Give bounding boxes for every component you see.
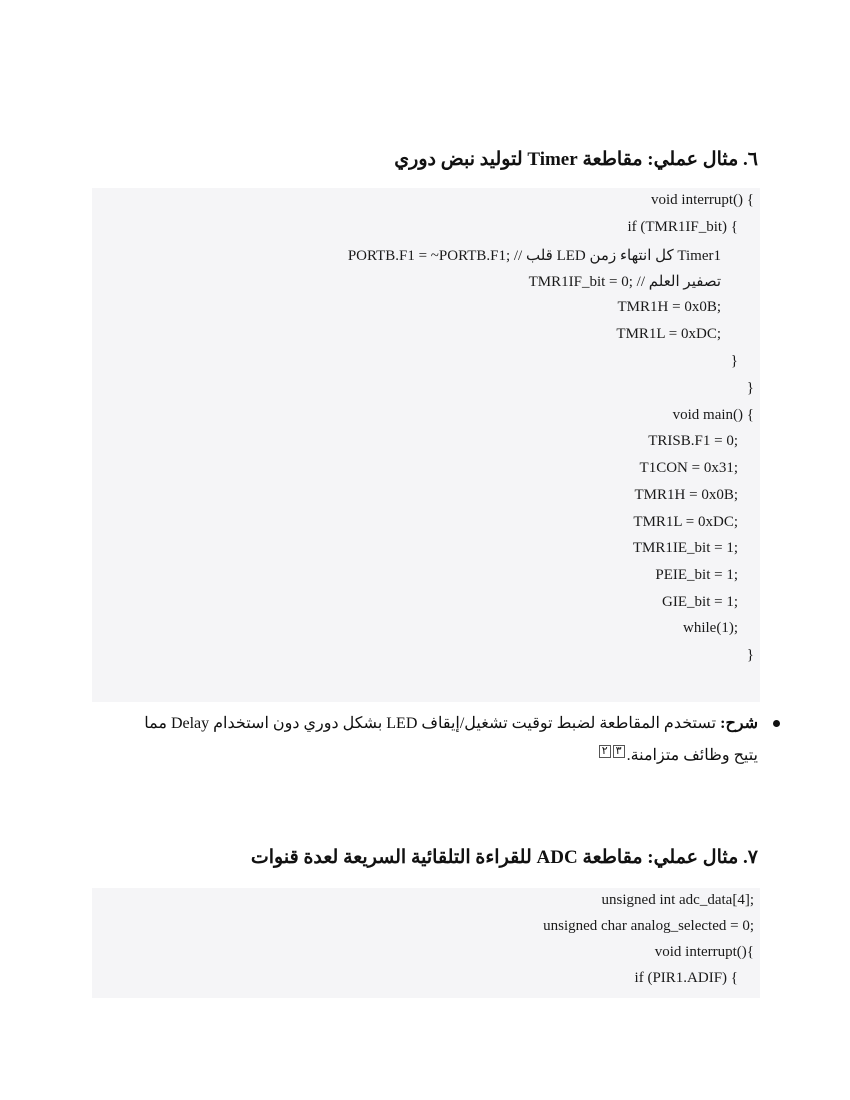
code-line: if (PIR1.ADIF) {	[634, 970, 738, 986]
code-line: TMR1IE_bit = 1;	[632, 540, 738, 556]
explanation-label: شرح:	[720, 715, 758, 732]
explanation-text: تستخدم المقاطعة لضبط توقيت تشغيل/إيقاف LED بشكل دوري دون استخدام Delay مما يتيح وظائف متزامنة.	[144, 715, 758, 764]
code-line: TMR1IF_bit = 0; // تصفير العلم	[528, 274, 721, 290]
code-line: }	[746, 380, 754, 396]
code-line: void interrupt() {	[650, 192, 754, 208]
code-line: unsigned int adc_data[4];	[601, 892, 754, 908]
code-block-timer	[92, 188, 760, 702]
explanation-bullet	[118, 708, 758, 772]
code-line: TMR1L = 0xDC;	[616, 326, 721, 342]
section-6-heading: ٦. مثال عملي: مقاطعة Timer لتوليد نبض دوري	[394, 149, 758, 170]
code-line: void interrupt(){	[654, 944, 754, 960]
code-line: void main() {	[672, 407, 754, 423]
code-line: TMR1H = 0x0B;	[617, 299, 721, 315]
code-line: T1CON = 0x31;	[639, 460, 738, 476]
section-7-heading: ٧. مثال عملي: مقاطعة ADC للقراءة التلقائية السريعة لعدة قنوات	[250, 847, 758, 868]
code-line: TMR1L = 0xDC;	[633, 514, 738, 530]
code-line: PEIE_bit = 1;	[655, 567, 738, 583]
code-line: }	[730, 353, 738, 369]
code-line: if (TMR1IF_bit) {	[627, 219, 738, 235]
bullet-icon	[773, 720, 780, 727]
code-block-adc	[92, 888, 760, 998]
code-line: TRISB.F1 = 0;	[648, 433, 738, 449]
code-line: TMR1H = 0x0B;	[634, 487, 738, 503]
code-line: GIE_bit = 1;	[662, 594, 738, 610]
reference-link[interactable]: ٣	[613, 745, 625, 758]
code-line: PORTB.F1 = ~PORTB.F1; // قلب LED كل انتهاء زمن Timer1	[347, 248, 721, 264]
code-line: while(1);	[683, 620, 738, 636]
reference-link[interactable]: ٢	[599, 745, 611, 758]
code-line: unsigned char analog_selected = 0;	[543, 918, 754, 934]
code-line: }	[746, 647, 754, 663]
